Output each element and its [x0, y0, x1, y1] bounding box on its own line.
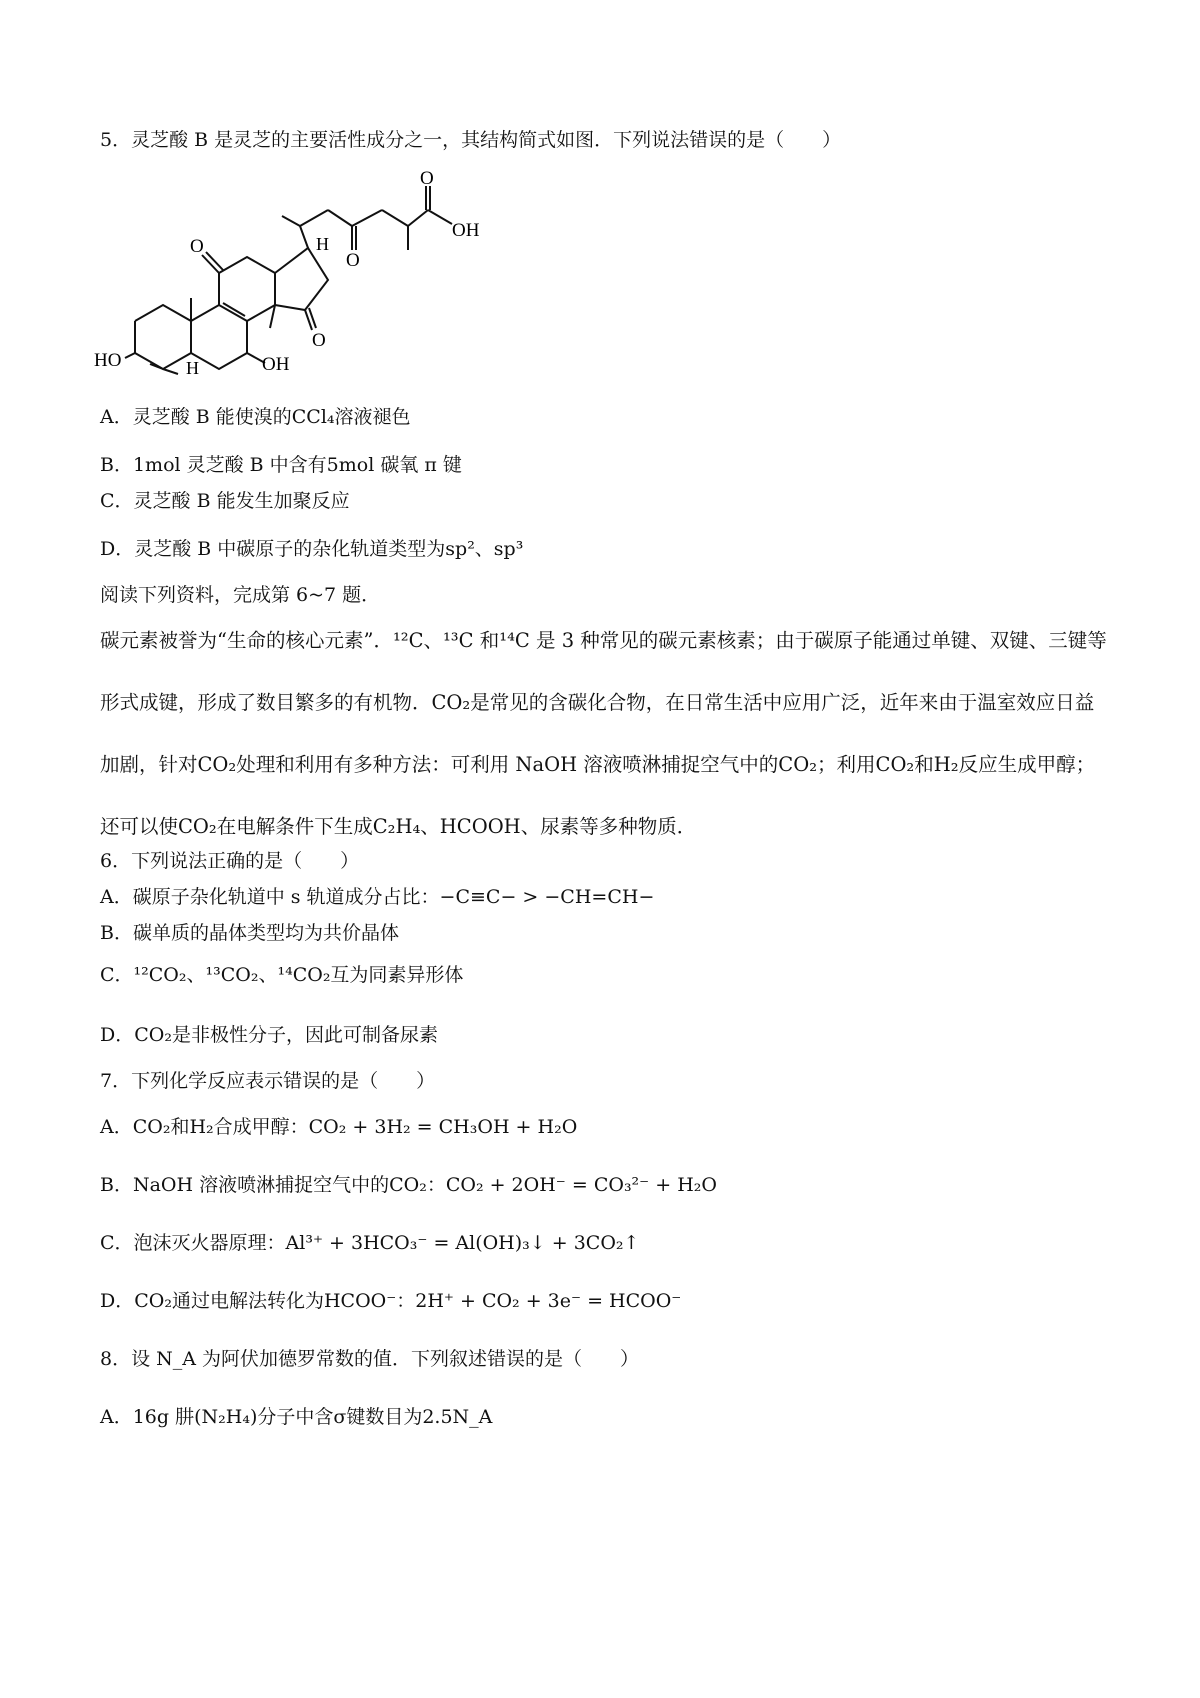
- reading-passage: 碳元素被誉为“生命的核心元素”．¹²C、¹³C 和¹⁴C 是 3 种常见的碳元素核素；由于碳原子能通过单键、双键、三键等形式成键，形成了数目繁多的有机物．CO₂是常见的含碳化合物，在日常生活中应用广泛，近年来由于温室效应日益加剧，针对CO₂处理和利用有多种方法：可利用 NaOH 溶液喷淋捕捉空气中的CO₂；利用CO₂和H₂反应生成甲醇；还可以使CO₂在电解条件下生成C₂H₄、HCOOH、尿素等多种物质．: [100, 629, 1107, 838]
- q5-option-b: B．1mol 灵芝酸 B 中含有5mol 碳氧 π 键: [100, 454, 462, 476]
- q7-option-b: B．NaOH 溶液喷淋捕捉空气中的CO₂：CO₂ + 2OH⁻ = CO₃²⁻ + H₂O: [100, 1174, 717, 1196]
- q7-option-d: D．CO₂通过电解法转化为HCOO⁻：2H⁺ + CO₂ + 3e⁻ = HCOO⁻: [100, 1290, 682, 1312]
- q7-option-c: C．泡沫灭火器原理：Al³⁺ + 3HCO₃⁻ = Al(OH)₃↓ + 3CO₂↑: [100, 1232, 640, 1254]
- h-top-label: H: [316, 234, 329, 254]
- q8-stem: 8．设 N_A 为阿伏加德罗常数的值．下列叙述错误的是（ ）: [100, 1348, 640, 1370]
- oh-right-label: OH: [262, 354, 290, 375]
- side-ketone-o-label: O: [346, 250, 360, 271]
- q5-stem: 5．灵芝酸 B 是灵芝的主要活性成分之一，其结构简式如图．下列说法错误的是（ ）: [100, 129, 842, 151]
- acid-oh-label: OH: [452, 220, 480, 241]
- q5-option-a: A．灵芝酸 B 能使溴的CCl₄溶液褪色: [100, 406, 411, 428]
- ho-left-label: HO: [94, 350, 122, 371]
- q7-option-a: A．CO₂和H₂合成甲醇：CO₂ + 3H₂ = CH₃OH + H₂O: [100, 1116, 578, 1138]
- q6-stem: 6．下列说法正确的是（ ）: [100, 850, 360, 872]
- lingzhi-acid-structure-diagram: [90, 168, 510, 378]
- reading-intro-title: 阅读下列资料，完成第 6~7 题．: [100, 584, 381, 606]
- q6-option-b: B．碳单质的晶体类型均为共价晶体: [100, 922, 399, 944]
- q7-stem: 7．下列化学反应表示错误的是（ ）: [100, 1070, 436, 1092]
- q6-option-a: A．碳原子杂化轨道中 s 轨道成分占比：−C≡C− > −CH=CH−: [100, 886, 655, 908]
- carboxyl-o-label: O: [420, 168, 434, 189]
- h-bottom-label: H: [186, 358, 199, 378]
- c11-ketone-o-label: O: [190, 236, 204, 257]
- q8-option-a: A．16g 肼(N₂H₄)分子中含σ键数目为2.5N_A: [100, 1406, 493, 1428]
- c15-ketone-o-label: O: [312, 330, 326, 351]
- q5-option-d: D．灵芝酸 B 中碳原子的杂化轨道类型为sp²、sp³: [100, 538, 524, 560]
- q6-option-c: C．¹²CO₂、¹³CO₂、¹⁴CO₂互为同素异形体: [100, 964, 464, 986]
- q6-option-d: D．CO₂是非极性分子，因此可制备尿素: [100, 1024, 438, 1046]
- q5-option-c: C．灵芝酸 B 能发生加聚反应: [100, 490, 350, 512]
